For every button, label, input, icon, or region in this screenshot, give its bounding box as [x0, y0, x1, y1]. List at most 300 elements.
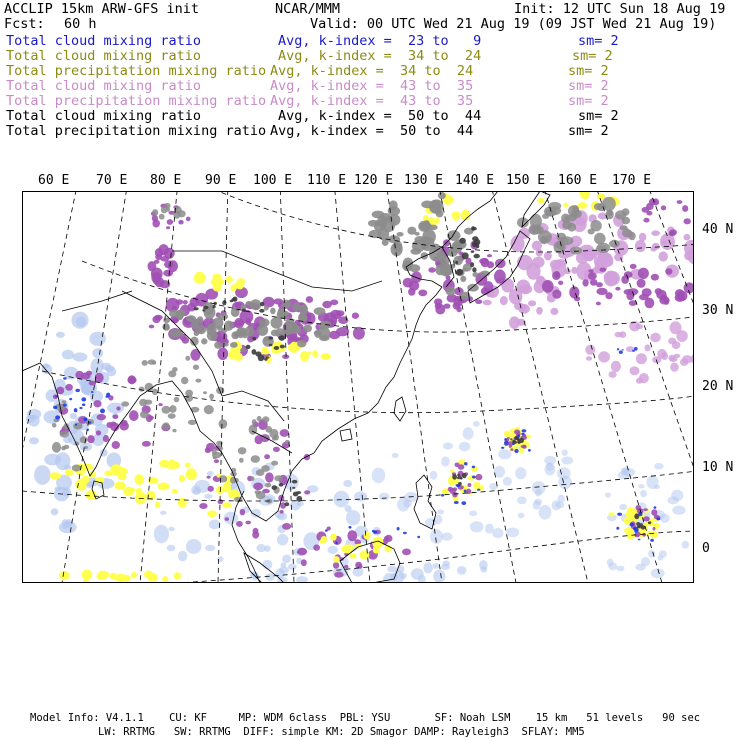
cloud-patch: [421, 201, 433, 209]
cloud-patch: [314, 307, 326, 315]
cloud-patch: [162, 406, 171, 414]
cloud-patch: [422, 229, 436, 244]
legend-level-range: Avg, k-index = 34 to 24: [270, 63, 474, 79]
cloud-patch: [79, 407, 82, 409]
cloud-patch: [503, 477, 512, 486]
cloud-patch: [274, 346, 280, 350]
longitude-label: 60 E: [38, 173, 70, 188]
cloud-patch: [654, 506, 657, 509]
cloud-patch: [535, 225, 541, 231]
cloud-patch: [148, 359, 157, 364]
cloud-patch: [265, 426, 272, 433]
cloud-patch: [121, 401, 129, 406]
cloud-patch: [75, 371, 83, 380]
cloud-patch: [638, 484, 644, 488]
cloud-patch: [91, 391, 94, 393]
cloud-patch: [658, 555, 664, 560]
cloud-patch: [452, 474, 457, 480]
cloud-patch: [630, 523, 634, 527]
cloud-patch: [650, 531, 658, 539]
cloud-patch: [29, 437, 39, 444]
cloud-patch: [643, 508, 648, 511]
legend-level-range: Avg, k-index = 50 to 44: [278, 108, 482, 124]
cloud-patch: [195, 379, 201, 383]
cloud-patch: [258, 354, 264, 361]
cloud-patch: [653, 527, 656, 530]
cloud-patch: [257, 416, 262, 421]
cloud-patch: [265, 573, 274, 581]
cloud-patch: [544, 251, 552, 260]
cloud-patch: [193, 365, 199, 370]
cloud-patch: [257, 325, 268, 336]
cloud-patch: [74, 408, 78, 412]
cloud-patch: [596, 243, 610, 253]
cloud-patch: [510, 235, 524, 252]
cloud-patch: [52, 423, 57, 428]
cloud-patch: [670, 321, 682, 334]
cloud-patch: [455, 261, 458, 264]
forecast-hour: 60 h: [64, 16, 97, 32]
cloud-patch: [364, 532, 371, 540]
cloud-patch: [504, 441, 509, 446]
cloud-patch: [636, 353, 647, 364]
cloud-patch: [586, 356, 592, 361]
cloud-patch: [637, 279, 646, 288]
cloud-patch: [472, 466, 475, 469]
cloud-patch: [224, 321, 234, 331]
cloud-patch: [186, 315, 196, 322]
cloud-patch: [346, 510, 361, 525]
legend-level-range: Avg, k-index = 50 to 44: [270, 123, 474, 139]
cloud-patch: [205, 545, 215, 551]
cloud-patch: [213, 280, 220, 285]
legend-field-name: Total precipitation mixing ratio: [6, 63, 267, 79]
cloud-patch: [197, 316, 203, 323]
cloud-patch: [92, 348, 103, 358]
cloud-patch: [379, 493, 390, 501]
cloud-patch: [80, 436, 88, 443]
cloud-patch: [669, 231, 676, 236]
legend-level-range: Avg, k-index = 43 to 35: [270, 78, 474, 94]
latitude-label: 0: [702, 541, 710, 556]
cloud-patch: [407, 227, 416, 235]
cloud-patch: [322, 301, 332, 309]
cloud-patch: [627, 511, 631, 515]
cloud-patch: [521, 445, 527, 449]
cloud-patch: [34, 465, 51, 485]
cloud-patch: [570, 247, 582, 255]
cloud-patch: [517, 497, 527, 505]
cloud-patch: [473, 421, 480, 427]
cloud-patch: [140, 411, 149, 419]
cloud-patch: [304, 490, 310, 494]
cloud-patch: [245, 521, 251, 525]
cloud-patch: [204, 306, 209, 310]
cloud-patch: [619, 351, 623, 354]
cloud-patch: [270, 308, 276, 315]
cloud-patch: [233, 297, 238, 302]
cloud-patch: [343, 480, 352, 487]
cloud-patch: [588, 229, 595, 235]
cloud-patch: [89, 332, 106, 346]
cloud-patch: [135, 474, 144, 485]
cloud-patch: [256, 544, 266, 552]
cloud-patch: [131, 572, 137, 578]
cloud-patch: [113, 415, 119, 419]
cloud-patch: [282, 523, 291, 530]
cloud-patch: [485, 524, 494, 534]
cloud-patch: [141, 497, 147, 502]
legend-smoothing: sm= 2: [578, 33, 619, 49]
cloud-patch: [154, 525, 169, 543]
cloud-patch: [194, 272, 206, 284]
cloud-patch: [188, 420, 197, 425]
cloud-patch: [333, 562, 339, 569]
cloud-patch: [279, 483, 284, 487]
cloud-patch: [285, 502, 290, 506]
cloud-patch: [93, 400, 101, 407]
cloud-patch: [467, 476, 473, 480]
cloud-patch: [253, 528, 259, 534]
cloud-patch: [214, 342, 222, 349]
cloud-patch: [649, 198, 657, 205]
cloud-patch: [262, 416, 269, 422]
cloud-patch: [222, 342, 229, 346]
cloud-patch: [84, 418, 88, 421]
cloud-patch: [209, 394, 214, 400]
cloud-patch: [382, 239, 389, 246]
cloud-patch: [475, 299, 482, 304]
cloud-patch: [185, 356, 190, 361]
longitude-label: 80 E: [150, 173, 182, 188]
cloud-patch: [154, 260, 160, 264]
cloud-patch: [269, 344, 273, 346]
cloud-patch: [142, 441, 151, 447]
cloud-patch: [158, 482, 170, 490]
cloud-patch: [149, 416, 154, 420]
legend-field-name: Total precipitation mixing ratio: [6, 93, 267, 109]
cloud-patch: [168, 527, 174, 532]
cloud-patch: [665, 268, 672, 274]
cloud-patch: [542, 214, 549, 219]
cloud-patch: [558, 281, 563, 285]
cloud-patch: [81, 397, 86, 401]
cloud-patch: [457, 474, 460, 477]
cloud-patch: [304, 454, 310, 460]
cloud-patch: [263, 297, 275, 308]
cloud-patch: [568, 205, 579, 217]
legend-field-name: Total cloud mixing ratio: [6, 108, 202, 124]
cloud-patch: [642, 533, 646, 537]
cloud-patch: [86, 490, 97, 500]
cloud-patch: [306, 296, 313, 303]
cloud-patch: [213, 305, 216, 309]
cloud-patch: [190, 349, 200, 361]
cloud-patch: [588, 269, 593, 272]
cloud-patch: [166, 226, 170, 229]
cloud-patch: [169, 329, 181, 338]
cloud-patch: [387, 566, 397, 573]
cloud-patch: [648, 521, 651, 524]
cloud-patch: [684, 234, 691, 241]
cloud-patch: [605, 493, 611, 498]
cloud-patch: [214, 459, 219, 463]
cloud-patch: [65, 384, 73, 391]
coastline: [62, 291, 132, 311]
legend-smoothing: sm= 2: [572, 48, 613, 64]
model-info-line-1: Model Info: V4.1.1 CU: KF MP: WDM 6class PBL: YSU SF: Noah LSM 15 km 51 levels 90 sec: [30, 712, 701, 724]
longitude-label: 150 E: [506, 173, 546, 188]
cloud-patch: [282, 300, 291, 309]
cloud-patch: [643, 516, 650, 521]
cloud-patch: [682, 355, 692, 363]
cloud-patch: [477, 489, 480, 491]
cloud-patch: [619, 331, 626, 338]
cloud-patch: [437, 510, 444, 515]
cloud-patch: [159, 214, 165, 220]
cloud-patch: [454, 256, 463, 266]
cloud-patch: [155, 277, 165, 287]
cloud-patch: [158, 403, 162, 406]
cloud-patch: [441, 533, 452, 541]
cloud-patch: [139, 387, 145, 392]
cloud-patch: [62, 400, 67, 403]
cloud-patch: [82, 570, 93, 580]
cloud-patch: [62, 519, 69, 525]
cloud-patch: [510, 438, 512, 440]
cloud-patch: [630, 264, 637, 269]
cloud-patch: [650, 539, 654, 542]
cloud-patch: [73, 352, 88, 361]
cloud-patch: [265, 472, 274, 482]
cloud-patch: [452, 214, 459, 221]
organization-label: NCAR/MMM: [275, 1, 341, 17]
cloud-patch: [182, 337, 189, 344]
cloud-patch: [175, 299, 183, 305]
cloud-patch: [97, 414, 106, 420]
coastline: [340, 429, 352, 441]
legend-level-range: Avg, k-index = 23 to 9: [278, 33, 482, 49]
cloud-patch: [231, 307, 240, 317]
cloud-patch: [250, 476, 254, 481]
cloud-patch: [292, 487, 295, 489]
cloud-patch: [87, 435, 94, 443]
cloud-patch: [255, 490, 262, 494]
cloud-patch: [209, 519, 221, 529]
cloud-patch: [352, 313, 359, 319]
cloud-patch: [504, 438, 507, 440]
cloud-patch: [514, 449, 518, 453]
cloud-patch: [260, 302, 264, 306]
cloud-patch: [186, 468, 197, 480]
cloud-patch: [116, 406, 120, 410]
cloud-patch: [571, 267, 577, 274]
cloud-patch: [630, 366, 640, 375]
cloud-patch: [168, 370, 176, 377]
cloud-patch: [462, 473, 467, 479]
cloud-patch: [296, 576, 308, 583]
cloud-patch: [672, 506, 685, 515]
cloud-patch: [265, 483, 272, 488]
cloud-patch: [172, 489, 178, 494]
cloud-patch: [668, 338, 676, 345]
cloud-patch: [335, 542, 337, 545]
cloud-patch: [481, 258, 490, 267]
coastline: [222, 391, 284, 421]
cloud-patch: [598, 351, 610, 362]
cloud-patch: [384, 536, 389, 541]
cloud-patch: [168, 413, 176, 419]
cloud-patch: [619, 504, 627, 510]
cloud-patch: [447, 230, 460, 241]
cloud-patch: [174, 572, 181, 580]
cloud-patch: [178, 498, 187, 508]
cloud-patch: [280, 345, 285, 349]
cloud-patch: [636, 522, 640, 526]
legend-level-range: Avg, k-index = 43 to 35: [270, 93, 474, 109]
cloud-patch: [278, 335, 285, 340]
cloud-patch: [632, 350, 635, 352]
cloud-patch: [178, 220, 183, 225]
cloud-patch: [225, 517, 229, 521]
cloud-patch: [73, 423, 83, 430]
cloud-patch: [312, 350, 318, 357]
cloud-patch: [512, 443, 515, 445]
cloud-patch: [328, 546, 338, 554]
model-info-line-2: LW: RRTMG SW: RRTMG DIFF: simple KM: 2D Smagor DAMP: Rayleigh3 SFLAY: MM5: [98, 726, 585, 738]
cloud-patch: [261, 349, 270, 355]
cloud-patch: [373, 531, 376, 534]
cloud-patch: [213, 284, 222, 291]
cloud-patch: [97, 571, 109, 579]
cloud-patch: [204, 494, 212, 499]
cloud-patch: [609, 240, 620, 248]
cloud-patch: [72, 465, 81, 472]
legend-smoothing: sm= 2: [568, 123, 609, 139]
cloud-patch: [273, 447, 280, 452]
cloud-patch: [522, 429, 527, 432]
cloud-patch: [329, 331, 340, 339]
cloud-patch: [532, 241, 542, 251]
cloud-patch: [540, 236, 548, 245]
cloud-patch: [515, 467, 526, 479]
cloud-patch: [251, 455, 260, 463]
cloud-patch: [596, 288, 607, 295]
cloud-patch: [441, 456, 450, 466]
cloud-patch: [272, 437, 276, 441]
cloud-patch: [684, 218, 691, 224]
cloud-patch: [446, 287, 456, 296]
cloud-patch: [469, 510, 477, 516]
cloud-patch: [509, 444, 512, 448]
longitude-label: 100 E: [253, 173, 293, 188]
cloud-patch: [162, 422, 170, 430]
cloud-patch: [433, 563, 440, 569]
longitude-label: 160 E: [558, 173, 598, 188]
cloud-patch: [622, 349, 624, 350]
cloud-patch: [399, 573, 407, 579]
legend-smoothing: sm= 2: [578, 108, 619, 124]
cloud-patch: [594, 203, 603, 210]
cloud-patch: [142, 360, 148, 366]
init-time: Init: 12 UTC Sun 18 Aug 19: [514, 1, 726, 17]
cloud-patch: [528, 300, 536, 306]
cloud-patch: [178, 551, 187, 562]
cloud-patch: [53, 406, 57, 409]
cloud-patch: [408, 288, 415, 296]
cloud-patch: [172, 429, 176, 432]
cloud-patch: [280, 429, 289, 437]
cloud-patch: [464, 490, 467, 493]
cloud-patch: [148, 573, 158, 582]
cloud-patch: [635, 324, 643, 329]
cloud-patch: [537, 198, 545, 203]
cloud-patch: [123, 487, 134, 497]
cloud-patch: [462, 252, 469, 259]
cloud-patch: [494, 269, 506, 283]
cloud-patch: [288, 563, 297, 570]
cloud-patch: [554, 271, 560, 278]
cloud-patch: [397, 497, 409, 511]
legend-field-name: Total cloud mixing ratio: [6, 48, 202, 64]
cloud-patch: [650, 247, 656, 252]
cloud-patch: [611, 361, 621, 372]
cloud-patch: [656, 290, 666, 299]
cloud-patch: [594, 233, 606, 245]
cloud-patch: [202, 309, 205, 311]
cloud-patch: [617, 513, 622, 516]
cloud-patch: [354, 491, 367, 501]
cloud-patch: [418, 290, 427, 297]
cloud-patch: [682, 205, 688, 212]
cloud-patch: [313, 544, 320, 550]
cloud-patch: [349, 553, 356, 558]
cloud-patch: [344, 565, 349, 569]
cloud-patch: [651, 509, 657, 516]
cloud-patch: [56, 387, 64, 395]
cloud-patch: [241, 309, 246, 312]
cloud-patch: [545, 463, 556, 476]
cloud-patch: [236, 281, 244, 290]
cloud-patch: [103, 435, 109, 442]
cloud-patch: [65, 469, 73, 477]
cloud-patch: [271, 461, 278, 466]
cloud-patch: [670, 363, 679, 372]
cloud-patch: [654, 485, 660, 489]
cloud-patch: [459, 442, 470, 452]
cloud-patch: [651, 274, 659, 281]
cloud-patch: [664, 299, 669, 305]
cloud-patch: [75, 424, 77, 426]
cloud-patch: [204, 405, 214, 414]
cloud-patch: [616, 527, 619, 530]
cloud-patch: [609, 371, 617, 378]
cloud-patch: [240, 348, 245, 352]
cloud-patch: [118, 474, 127, 480]
cloud-patch: [492, 528, 503, 538]
cloud-patch: [441, 564, 450, 570]
cloud-patch: [659, 251, 668, 261]
cloud-patch: [656, 517, 660, 520]
cloud-patch: [373, 545, 380, 552]
cloud-patch: [230, 284, 236, 291]
cloud-patch: [645, 344, 651, 351]
cloud-patch: [207, 510, 217, 517]
cloud-patch: [114, 482, 125, 490]
latitude-line: [42, 371, 694, 413]
cloud-patch: [472, 267, 476, 272]
cloud-patch: [472, 476, 476, 479]
